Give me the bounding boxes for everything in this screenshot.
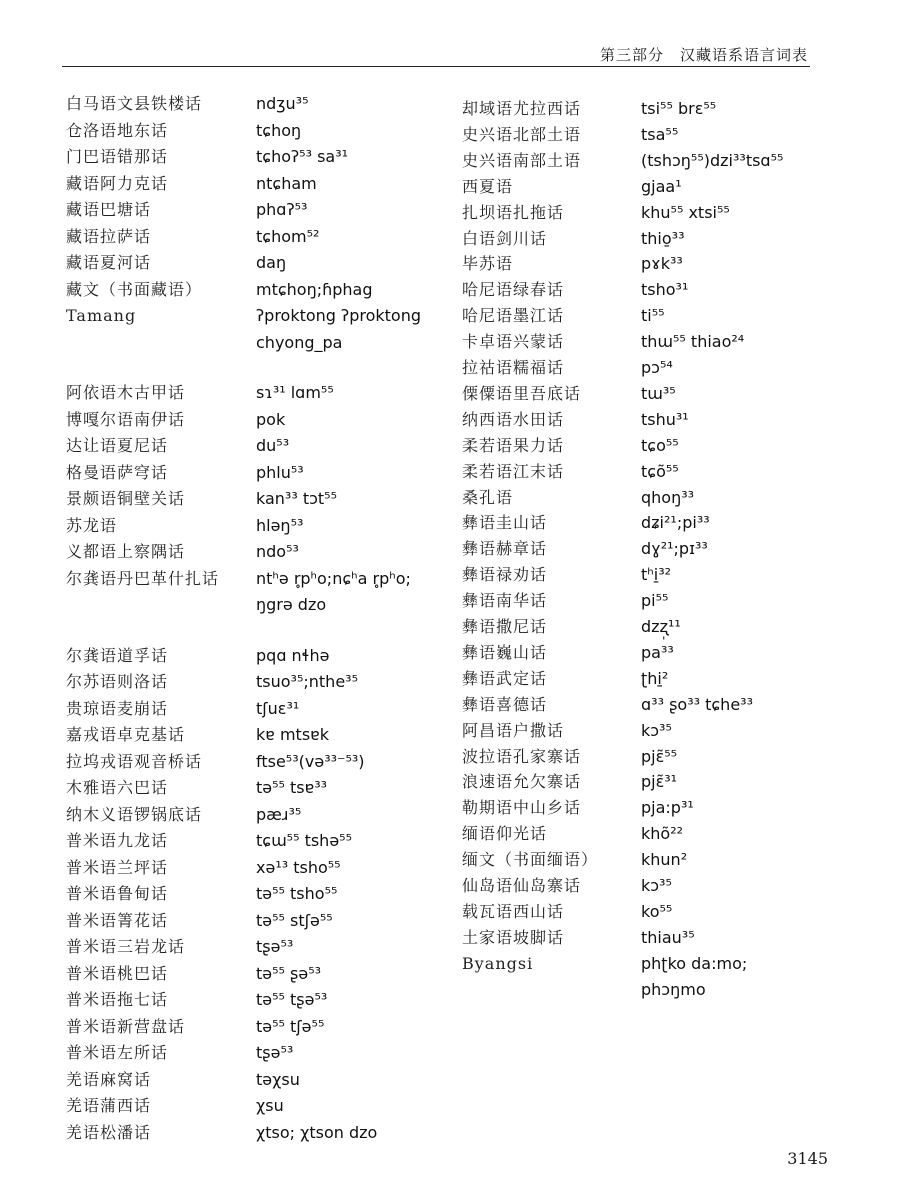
word-form: xə¹³ tsho⁵⁵ (256, 857, 341, 877)
word-form: pæɹ³⁵ (256, 804, 302, 824)
language-name: 木雅语六巴话 (66, 778, 169, 797)
language-name: 羌语松潘话 (66, 1122, 152, 1142)
word-form: pi⁵⁵ (641, 591, 669, 611)
language-name: 普米语新营盘话 (66, 1016, 186, 1036)
word-form: kɔ³⁵ (641, 720, 672, 740)
word-form: pa³³ (641, 642, 674, 662)
word-form: tə⁵⁵ tsɐ³³ (256, 778, 328, 797)
word-form: ʈhi̱² (641, 668, 669, 688)
language-name: 普米语兰坪话 (66, 857, 169, 877)
language-name: 彝语巍山话 (462, 642, 548, 662)
language-name: 仙岛语仙岛寨话 (462, 876, 582, 895)
word-form: phɔŋmo (641, 979, 706, 999)
language-name: 波拉语孔家寨话 (462, 746, 582, 766)
language-name: 柔若语果力话 (462, 435, 565, 455)
language-name: 傈僳语里吾底话 (462, 383, 582, 403)
word-form: tʰi̱³² (641, 565, 672, 585)
language-name: 白语剑川话 (462, 228, 548, 248)
word-form: tɕhoŋ (256, 120, 302, 140)
language-name: Tamang (66, 306, 137, 325)
language-name: 彝语武定话 (462, 668, 548, 688)
language-name: 尔苏语则洛话 (66, 672, 169, 691)
word-form: tɕhoʔ⁵³ sa³¹ (256, 147, 349, 166)
word-form: dɣ²¹;pɪ³³ (641, 539, 708, 559)
language-name: 藏语夏河话 (66, 253, 152, 272)
word-form: tʂə⁵³ (256, 1043, 294, 1062)
language-name: 勒期语中山乡话 (462, 798, 582, 818)
language-name: 藏语阿力克话 (66, 173, 169, 193)
language-name: 却域语尤拉西话 (462, 99, 582, 118)
language-name: 普米语三岩龙话 (66, 937, 186, 956)
word-form: dʑi²¹;pi³³ (641, 513, 710, 533)
language-name: 扎坝语扎拖话 (462, 202, 565, 222)
language-name: 义都语上察隅话 (66, 542, 186, 561)
word-form: tɕo⁵⁵ (641, 435, 679, 455)
word-form: tɕõ⁵⁵ (641, 461, 679, 481)
word-form: qhoŋ³³ (641, 487, 695, 507)
language-name: 浪速语允欠寨话 (462, 772, 582, 792)
language-name: Byangsi (462, 953, 534, 973)
word-form: ndʒu³⁵ (256, 94, 309, 113)
word-form: sɿ³¹ lɑm⁵⁵ (256, 383, 334, 402)
word-form: thiau³⁵ (641, 927, 695, 947)
word-form: khu⁵⁵ xtsi⁵⁵ (641, 202, 730, 222)
language-name: 哈尼语墨江话 (462, 306, 565, 326)
language-name: 彝语赫章话 (462, 539, 548, 559)
language-name: 卡卓语兴蒙话 (462, 332, 565, 352)
word-form: phɑʔ⁵³ (256, 200, 308, 219)
word-form: kan³³ tɔt⁵⁵ (256, 489, 338, 508)
language-name: 达让语夏尼话 (66, 436, 169, 455)
word-form: mtɕhoŋ;ɦphag (256, 279, 373, 299)
word-form: tɕhom⁵² (256, 226, 320, 246)
language-name: 羌语麻窝话 (66, 1069, 152, 1089)
language-name: 嘉戎语卓克基话 (66, 725, 186, 744)
language-name: 普米语九龙话 (66, 831, 169, 850)
language-name: 阿依语木古甲话 (66, 383, 186, 402)
word-form: ftse⁵³(və³³⁻⁵³) (256, 751, 365, 771)
language-name: 拉祜语糯福话 (462, 358, 565, 377)
word-form: tsuo³⁵;nthe³⁵ (256, 672, 358, 691)
word-form: tsa⁵⁵ (641, 124, 679, 144)
language-name: 西夏语 (462, 176, 514, 196)
word-form: phlu⁵³ (256, 462, 304, 482)
word-form: tə⁵⁵ ʂə⁵³ (256, 963, 322, 983)
running-header: 第三部分 汉藏语系语言词表 (599, 46, 808, 64)
word-form: thio̱³³ (641, 228, 685, 248)
language-name: 藏文（书面藏语） (66, 279, 203, 299)
language-name: 载瓦语西山话 (462, 901, 565, 921)
language-name: 彝语撒尼话 (462, 617, 548, 636)
language-name: 格曼语萨穹话 (66, 462, 169, 482)
language-name: 藏语巴塘话 (66, 200, 152, 219)
word-form: tə⁵⁵ stʃə⁵⁵ (256, 910, 333, 930)
word-form: tsi⁵⁵ brɛ⁵⁵ (641, 99, 717, 118)
language-name: 贵琼语麦崩话 (66, 698, 169, 718)
word-form: daŋ (256, 253, 287, 272)
language-name: 阿昌语户撒话 (462, 720, 565, 740)
word-form: tsho³¹ (641, 280, 689, 300)
page-number: 3145 (787, 1149, 828, 1168)
language-name: 彝语喜德话 (462, 694, 548, 714)
word-form: pjɛ̃³¹ (641, 772, 678, 792)
word-form: khun² (641, 850, 688, 870)
word-form: ŋgrə dzo (256, 595, 327, 614)
word-form: pɔ⁵⁴ (641, 358, 673, 377)
language-name: 尔龚语丹巴革什扎话 (66, 568, 220, 588)
word-form: ko⁵⁵ (641, 901, 673, 921)
word-form: tshu³¹ (641, 409, 689, 429)
word-form: kɐ mtsɐk (256, 725, 330, 744)
word-form: tə⁵⁵ tʃə⁵⁵ (256, 1016, 325, 1036)
language-name: 门巴语错那话 (66, 147, 169, 166)
word-form: ntʰə r̥pʰo;nɕʰa r̥pʰo; (256, 568, 411, 588)
language-name: 白马语文县铁楼话 (66, 94, 203, 113)
word-form: du⁵³ (256, 436, 290, 455)
word-form: tə⁵⁵ tsho⁵⁵ (256, 884, 338, 903)
word-form: tɕɯ⁵⁵ tshə⁵⁵ (256, 831, 352, 850)
language-name: 哈尼语绿春话 (462, 280, 565, 300)
header-rule (62, 66, 810, 67)
word-form: gjaa¹ (641, 176, 682, 196)
language-name: 毕苏语 (462, 254, 514, 274)
language-name: 缅文（书面缅语） (462, 850, 599, 870)
word-form: tʃuɛ³¹ (256, 698, 300, 718)
language-name: 羌语蒲西话 (66, 1096, 152, 1115)
word-form: pɤk³³ (641, 254, 683, 274)
word-form: ntɕham (256, 173, 317, 193)
language-name: 景颇语铜壁关话 (66, 489, 186, 508)
word-form: chyong_pa (256, 332, 343, 352)
word-form: tɯ³⁵ (641, 383, 676, 403)
language-name: 土家语坡脚话 (462, 927, 565, 947)
language-name: 普米语鲁甸话 (66, 884, 169, 903)
language-name: 史兴语南部土语 (462, 150, 582, 170)
word-form: (tshɔŋ⁵⁵)dzi³³tsɑ⁵⁵ (641, 150, 784, 170)
language-name: 普米语左所话 (66, 1043, 169, 1062)
word-form: ʔproktong ʔproktong (256, 306, 422, 325)
word-form: hləŋ⁵³ (256, 515, 304, 535)
word-form: tə⁵⁵ tʂə⁵³ (256, 990, 328, 1009)
word-form: khõ²² (641, 824, 684, 844)
language-name: 彝语圭山话 (462, 513, 548, 533)
word-form: dzʐ̩¹¹ (641, 617, 681, 636)
language-name: 拉坞戎语观音桥话 (66, 751, 203, 771)
language-name: 纳西语水田话 (462, 409, 565, 429)
word-form: pok (256, 409, 286, 429)
word-form: χsu (256, 1096, 284, 1115)
language-name: 尔龚语道孚话 (66, 645, 169, 665)
language-name: 桑孔语 (462, 487, 514, 507)
language-name: 纳木义语锣锅底话 (66, 804, 203, 824)
word-form: ti⁵⁵ (641, 306, 665, 326)
language-name: 彝语禄劝话 (462, 565, 548, 585)
language-name: 普米语拖七话 (66, 990, 169, 1009)
word-form: ɑ³³ ʂo³³ tɕhe³³ (641, 694, 753, 714)
word-form: pqɑ nɬhə (256, 645, 330, 665)
word-form: tʂə⁵³ (256, 937, 294, 956)
word-form: pja:p³¹ (641, 798, 694, 818)
language-name: 藏语拉萨话 (66, 226, 152, 246)
language-name: 史兴语北部土语 (462, 124, 582, 144)
word-form: pjɛ̃⁵⁵ (641, 746, 678, 766)
language-name: 普米语箐花话 (66, 910, 169, 930)
word-form: ndo⁵³ (256, 542, 299, 561)
word-form: kɔ³⁵ (641, 876, 672, 895)
language-name: 彝语南华话 (462, 591, 548, 611)
word-form: thɯ⁵⁵ thiao²⁴ (641, 332, 745, 352)
word-form: χtso; χtson dzo (256, 1122, 378, 1142)
word-form: təχsu (256, 1069, 300, 1089)
language-name: 苏龙语 (66, 515, 118, 535)
language-name: 仓洛语地东话 (66, 120, 169, 140)
language-name: 缅语仰光话 (462, 824, 548, 844)
language-name: 普米语桃巴话 (66, 963, 169, 983)
language-name: 柔若语江末话 (462, 461, 565, 481)
word-form: phʈko da:mo; (641, 953, 748, 973)
language-name: 博嘎尔语南伊话 (66, 409, 186, 429)
